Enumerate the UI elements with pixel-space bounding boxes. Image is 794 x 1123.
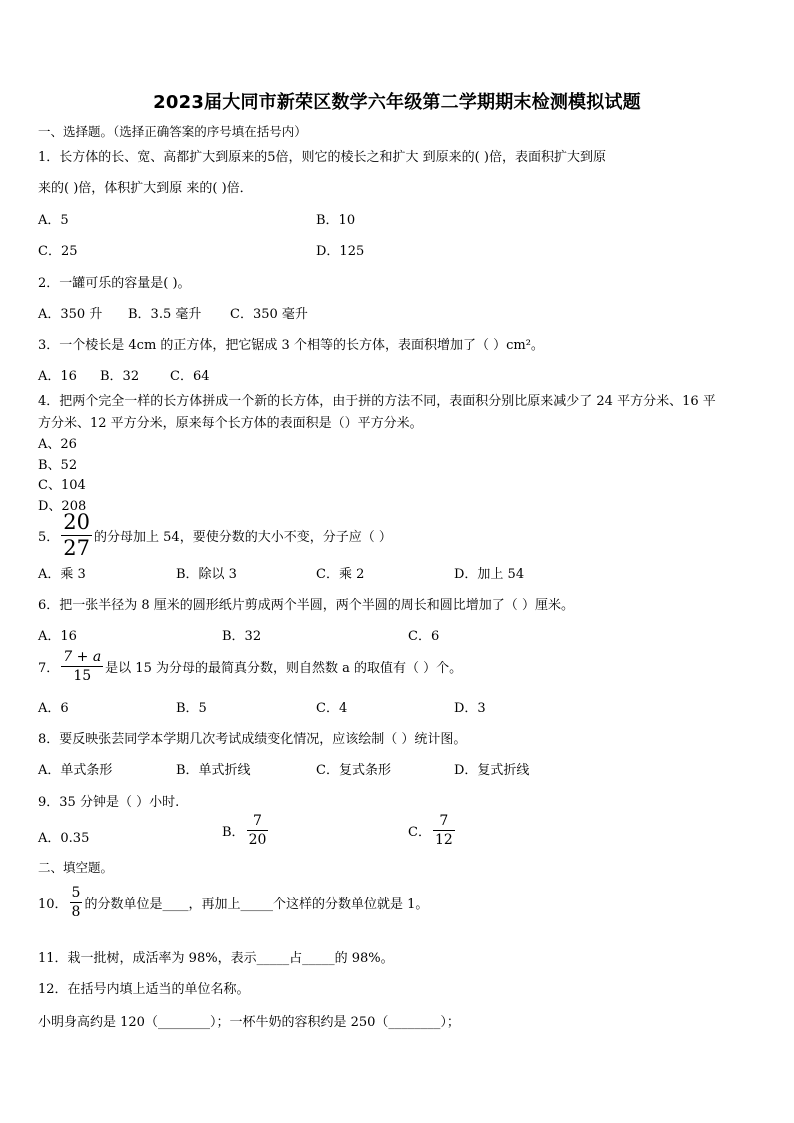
question-5-number: 5． — [38, 530, 60, 545]
question-12-text: 12．在括号内填上适当的单位名称。 — [38, 982, 250, 997]
question-6-text: 6．把一张半径为 8 厘米的圆形纸片剪成两个半圆，两个半圆的周长和圆比增加了（ ）厘米。 — [38, 598, 574, 613]
question-7-option-d: D．3 — [454, 701, 486, 716]
question-7-text: 是以 15 为分母的最简真分数，则自然数 a 的取值有（ ）个。 — [105, 661, 463, 676]
question-5-option-d: D．加上 54 — [454, 567, 525, 582]
question-7-number: 7． — [38, 661, 60, 676]
fraction-denominator: 20 — [248, 832, 267, 848]
question-1-line-2: 来的( )倍，体积扩大到原 来的( )倍． — [38, 181, 253, 196]
page-title: 2023届大同市新荣区数学六年级第二学期期末检测模拟试题 — [153, 92, 641, 113]
question-5-option-c: C．乘 2 — [316, 567, 365, 582]
question-4-option-d: D、208 — [38, 499, 87, 514]
question-4-line-1: 4．把两个完全一样的长方体拼成一个新的长方体，由于拼的方法不同，表面积分别比原来减少了 24 平方分米、16 平 — [38, 394, 716, 409]
option-b-fraction — [247, 814, 269, 847]
question-3-option-a: A．16 — [38, 369, 77, 384]
question-7 — [38, 650, 462, 683]
question-8-option-c: C．复式条形 — [316, 763, 391, 778]
question-1-line-1: 1．长方体的长、宽、高都扩大到原来的5倍，则它的棱长之和扩大 到原来的( )倍，表面积扩大到原 — [38, 150, 606, 165]
question-10 — [38, 886, 428, 919]
question-8-text: 8．要反映张芸同学本学期几次考试成绩变化情况，应该绘制（ ）统计图。 — [38, 732, 467, 747]
question-3-option-b: B．32 — [100, 369, 140, 384]
question-8-option-b: B．单式折线 — [176, 763, 251, 778]
question-7-option-a: A．6 — [38, 701, 69, 716]
question-5-text: 的分母加上 54，要使分数的大小不变，分子应（ ） — [94, 530, 392, 545]
question-2-option-a: A．350 升 — [38, 307, 103, 322]
question-9-text: 9．35 分钟是（ ）小时. — [38, 795, 180, 810]
question-5-option-b: B．除以 3 — [176, 567, 237, 582]
question-7-option-c: C．4 — [316, 701, 348, 716]
question-11-text: 11．栽一批树，成活率为 98%，表示_____占_____的 98%。 — [38, 951, 394, 966]
question-8-option-a: A．单式条形 — [38, 763, 113, 778]
fraction-numerator: 7 — [253, 813, 262, 829]
question-4-option-c: C、104 — [38, 478, 86, 493]
question-2-option-c: C．350 毫升 — [230, 307, 308, 322]
question-4-option-a: A、26 — [38, 437, 77, 452]
question-10-text: 的分数单位是____，再加上_____个这样的分数单位就是 1。 — [84, 897, 429, 912]
question-1-option-b: B．10 — [316, 213, 356, 228]
fraction-denominator: 12 — [434, 832, 453, 848]
question-9-option-c — [408, 814, 457, 847]
question-7-option-b: B．5 — [176, 701, 207, 716]
question-9-option-b — [222, 814, 270, 847]
section-choice-heading: 一、选择题。（选择正确答案的序号填在括号内） — [38, 124, 307, 139]
fraction-numerator: 5 — [71, 885, 81, 901]
question-5 — [38, 512, 392, 559]
fraction-denominator: 27 — [63, 536, 91, 560]
option-c-fraction — [433, 814, 455, 847]
question-10-number: 10． — [38, 897, 68, 912]
fraction-numerator: 20 — [63, 510, 91, 534]
question-1-option-d: D．125 — [316, 244, 365, 259]
question-3-text: 3．一个棱长是 4cm 的正方体，把它锯成 3 个相等的长方体，表面积增加了（ ）cm²。 — [38, 338, 544, 353]
option-c-label: C． — [408, 825, 431, 840]
question-12-line-2: 小明身高约是 120（________）；一杯牛奶的容积约是 250（________）； — [38, 1015, 460, 1030]
option-b-label: B． — [222, 825, 245, 840]
section-fill-heading: 二、填空题。 — [38, 860, 114, 875]
fraction-denominator: 8 — [71, 904, 81, 920]
question-5-option-a: A．乘 3 — [38, 567, 86, 582]
question-6-option-b: B．32 — [222, 629, 262, 644]
question-9-option-a: A．0.35 — [38, 831, 90, 846]
question-8-option-d: D．复式折线 — [454, 763, 530, 778]
question-2-option-b: B．3.5 毫升 — [128, 307, 202, 322]
question-1-option-a: A．5 — [38, 213, 69, 228]
question-6-option-a: A．16 — [38, 629, 77, 644]
question-7-fraction — [61, 650, 103, 683]
question-10-fraction — [70, 886, 83, 919]
question-3-option-c: C．64 — [170, 369, 210, 384]
question-6-option-c: C．6 — [408, 629, 440, 644]
question-4-option-b: B、52 — [38, 458, 78, 473]
question-1-option-c: C．25 — [38, 244, 78, 259]
fraction-denominator: 15 — [73, 668, 92, 684]
fraction-numerator: 7 + a — [63, 649, 102, 665]
question-2-text: 2．一罐可乐的容量是( )。 — [38, 276, 191, 291]
fraction-numerator: 7 — [439, 813, 449, 829]
question-5-fraction — [61, 512, 92, 559]
question-4-line-2: 方分米、12 平方分米，原来每个长方体的表面积是（）平方分米。 — [38, 416, 423, 431]
